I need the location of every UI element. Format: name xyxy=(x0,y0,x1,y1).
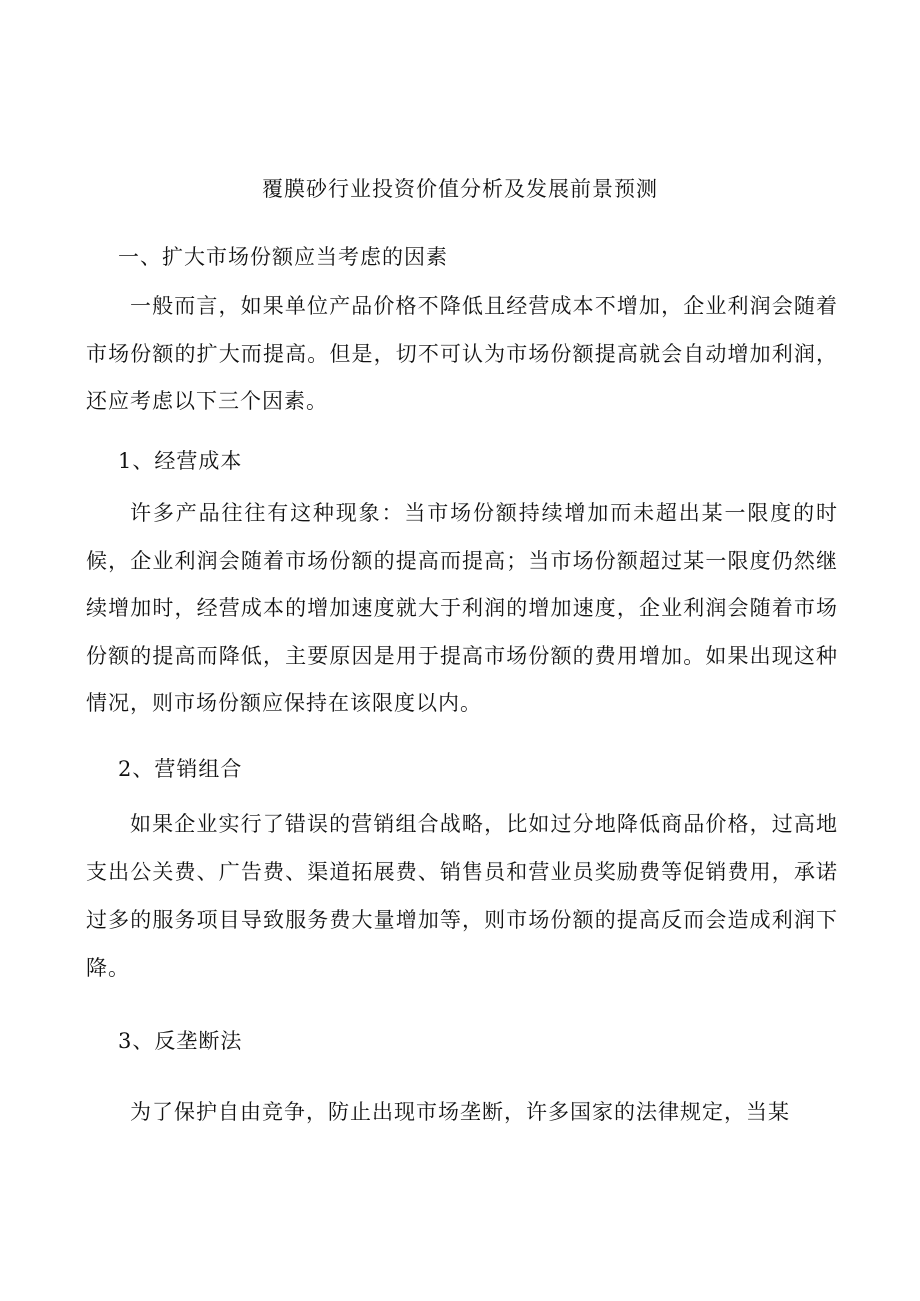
intro-paragraph: 一般而言，如果单位产品价格不降低且经营成本不增加，企业利润会随着市场份额的扩大而提高。但是，切不可认为市场份额提高就会自动增加利润，还应考虑以下三个因素。 xyxy=(86,294,838,413)
item-heading-marketing-mix: 2、营销组合 xyxy=(118,757,243,781)
item-paragraph-operating-cost: 许多产品往往有这种现象：当市场份额持续增加而未超出某一限度的时候，企业利润会随着市场份额的提高而提高；当市场份额超过某一限度仍然继续增加时，经营成本的增加速度就大于利润的增加速度，企业利润会随着市场份额的提高而降低，主要原因是用于提高市场份额的费用增加。如果出现这种情况，则市场份额应保持在该限度以内。 xyxy=(86,501,838,715)
item-paragraph-antitrust-law: 为了保护自由竞争，防止出现市场垄断，许多国家的法律规定，当某 xyxy=(130,1100,790,1124)
section-heading: 一、扩大市场份额应当考虑的因素 xyxy=(118,245,448,269)
item-paragraph-marketing-mix: 如果企业实行了错误的营销组合战略，比如过分地降低商品价格，过高地支出公关费、广告费、渠道拓展费、销售员和营业员奖励费等促销费用，承诺过多的服务项目导致服务费大量增加等，则市场份额的提高反而会造成利润下降。 xyxy=(86,812,838,980)
page-title: 覆膜砂行业投资价值分析及发展前景预测 xyxy=(262,177,658,201)
item-heading-antitrust-law: 3、反垄断法 xyxy=(118,1029,243,1053)
item-heading-operating-cost: 1、经营成本 xyxy=(118,449,243,473)
